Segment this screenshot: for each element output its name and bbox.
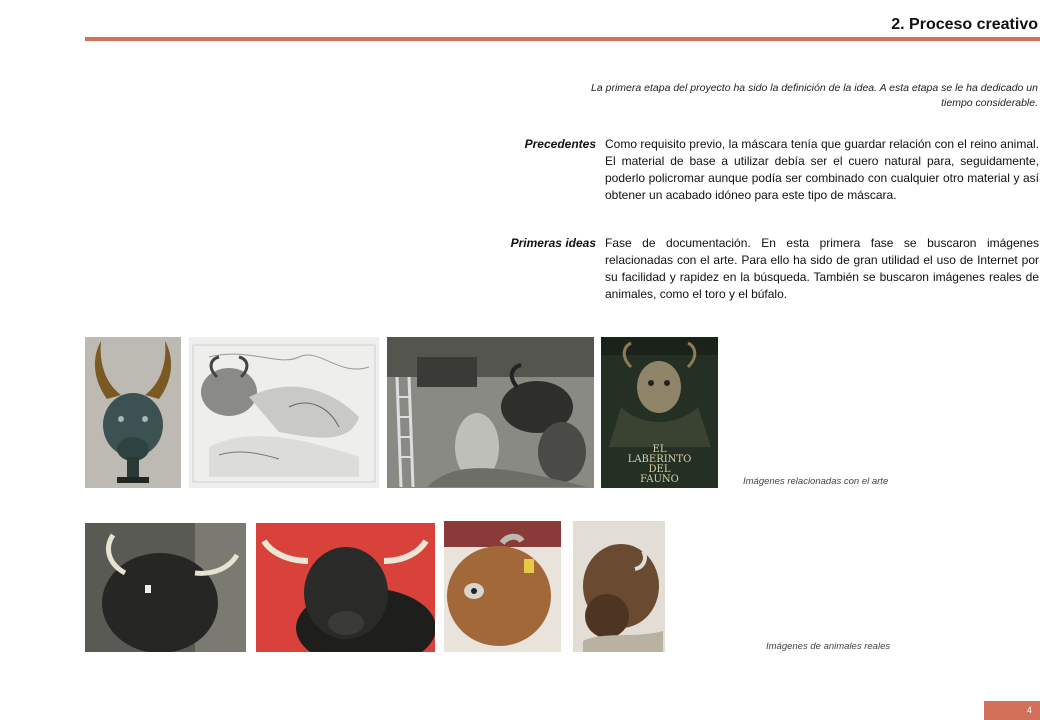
section-text-primeras-ideas: Fase de documentación. En esta primera fase se buscaron imágenes relacionadas con el arte. Para ello ha sido de gran utilidad el uso de Internet por su facilidad y rapidez en la búsqueda. También se buscaron imágenes reales de animales, como el toro y el búfalo.	[605, 236, 1039, 301]
animal-image-bull-2	[256, 523, 435, 652]
art-image-pans-labyrinth-poster	[601, 337, 718, 488]
poster-title-line-1: EL	[652, 444, 667, 455]
bull-sculpture-illustration	[85, 337, 181, 488]
intro-text: La primera etapa del proyecto ha sido la definición de la idea. A esta etapa se le ha dedicado un tiempo considerable.	[591, 82, 1038, 109]
page-title: 2. Proceso creativo	[891, 16, 1038, 33]
animal-images-caption: Imágenes de animales reales	[766, 641, 891, 652]
art-images-caption: Imágenes relacionadas con el arte	[743, 476, 889, 487]
poster-title-line-4: FAUNO	[640, 474, 679, 485]
section-text-precedentes: Como requisito previo, la máscara tenía que guardar relación con el reino animal. El material de base a utilizar debía ser el cuero natural para, seguidamente, poderlo policromar aunque podía ser combinado con cualquier otro material y así obtener un acabado idóneo para este tipo de máscara.	[605, 137, 1039, 202]
art-image-bull-sculpture	[85, 337, 181, 488]
minotaur-sketch-illustration	[189, 337, 379, 488]
animal-image-bull-3	[444, 521, 561, 652]
page-number: 4	[984, 701, 1040, 720]
section-label-precedentes: Precedentes	[524, 137, 596, 151]
bull-2-illustration	[256, 523, 435, 652]
animal-image-bull-1	[85, 523, 246, 652]
poster-title-line-3: DEL	[648, 464, 671, 475]
art-image-minotauromachy-etching	[387, 337, 594, 488]
section-label-primeras-ideas: Primeras ideas	[510, 236, 596, 250]
header-divider	[85, 37, 1040, 41]
animal-image-buffalo	[573, 521, 665, 652]
art-image-minotaur-sketch	[189, 337, 379, 488]
etching-illustration	[387, 337, 594, 488]
bull-1-illustration	[85, 523, 246, 652]
bull-3-illustration	[444, 521, 561, 652]
poster-title-line-2: LABERINTO	[627, 454, 692, 465]
buffalo-illustration	[573, 521, 665, 652]
